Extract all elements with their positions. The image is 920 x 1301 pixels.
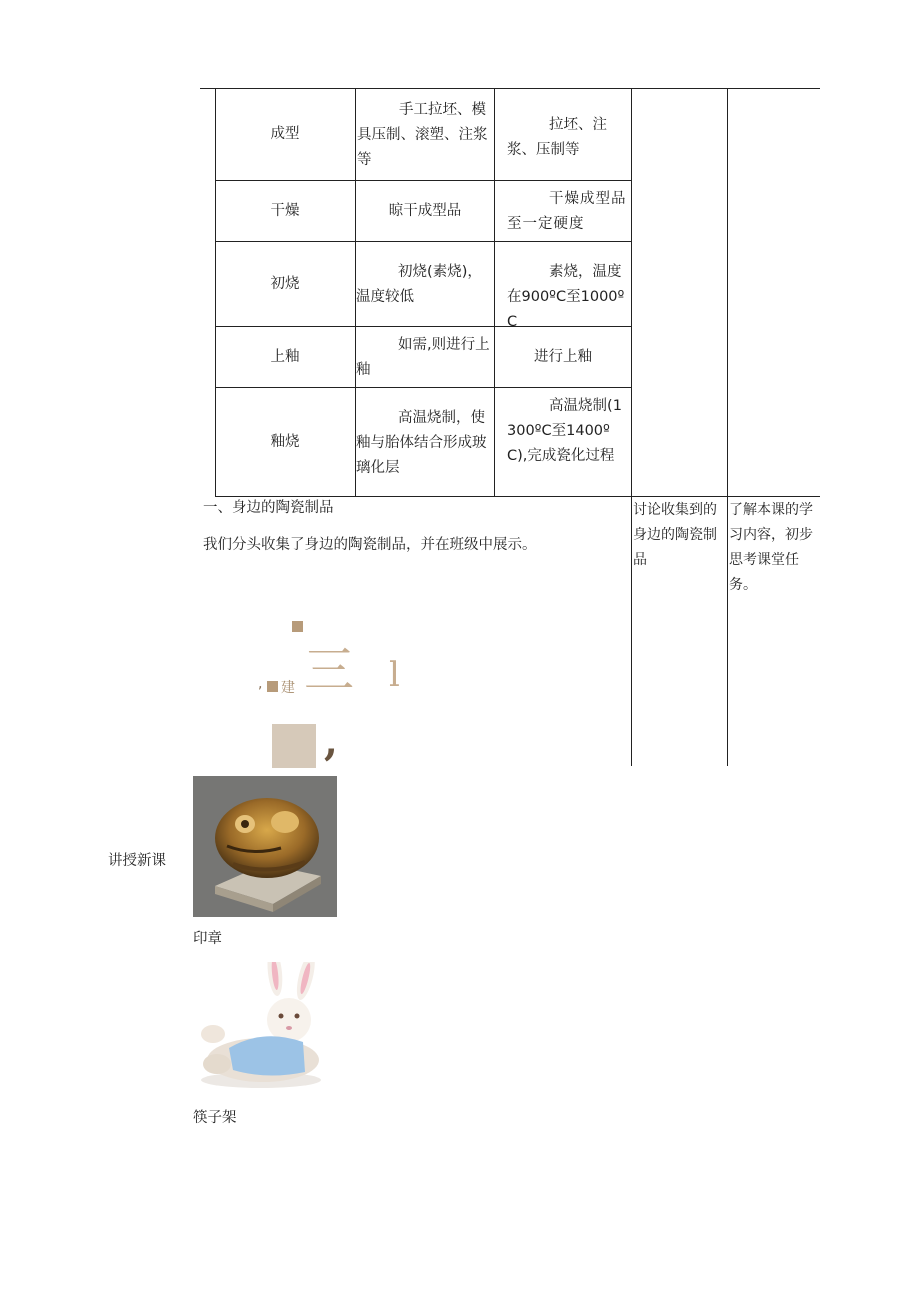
industrial-cell: 进行上釉 <box>534 348 592 365</box>
method-cell: 手工拉坯、模具压制、滚塑、注浆等 <box>357 102 488 168</box>
industrial-cell: 拉坯、注浆、压制等 <box>507 117 608 158</box>
stage-label: 讲授新课 <box>108 853 166 869</box>
deco-comma: , <box>324 718 338 765</box>
seal-caption: 印章 <box>193 931 222 947</box>
ceramic-seal-photo <box>193 776 337 917</box>
design-intent-text: 了解本课的学习内容，初步思考课堂任务。 <box>729 502 813 593</box>
deco-glyph: l <box>389 655 400 695</box>
step-cell: 釉烧 <box>270 433 300 450</box>
deco-glyph: 三 <box>304 641 354 699</box>
rabbit-chopstick-rest-icon <box>193 962 327 1094</box>
industrial-cell: 高温烧制(1300ºC至1400ºC),完成瓷化过程 <box>507 398 622 464</box>
col-rule <box>727 88 728 766</box>
step-cell: 干燥 <box>270 202 300 219</box>
student-activity-text: 讨论收集到的身边的陶瓷制品 <box>633 502 717 568</box>
step-cell: 初烧 <box>270 275 300 292</box>
ceramic-seal-icon <box>193 776 337 917</box>
deco-comma: , <box>258 676 263 692</box>
section-heading: 一、身边的陶瓷制品 <box>203 500 334 516</box>
col-rule <box>631 88 632 766</box>
method-cell: 如需,则进行上釉 <box>356 337 490 378</box>
industrial-cell: 素烧，温度在900ºC至1000ºC <box>507 264 625 330</box>
step-cell: 上釉 <box>270 348 300 365</box>
deco-square <box>292 621 303 632</box>
deco-square <box>267 681 278 692</box>
method-cell: 晾干成型品 <box>388 202 462 219</box>
method-cell: 高温烧制，使釉与胎体结合形成玻璃化层 <box>356 410 487 476</box>
industrial-cell: 干燥成型品至一定硬度 <box>507 191 627 232</box>
rabbit-chopstick-rest-photo <box>193 962 327 1094</box>
col-rule <box>494 88 495 496</box>
method-cell: 初烧(素烧)，温度较低 <box>356 264 482 305</box>
deco-block <box>272 724 316 768</box>
deco-glyph: 建 <box>281 680 295 696</box>
chopstick-rest-caption: 筷子架 <box>193 1110 237 1126</box>
section-body: 我们分头收集了身边的陶瓷制品，并在班级中展示。 <box>203 537 537 553</box>
step-cell: 成型 <box>270 126 300 142</box>
